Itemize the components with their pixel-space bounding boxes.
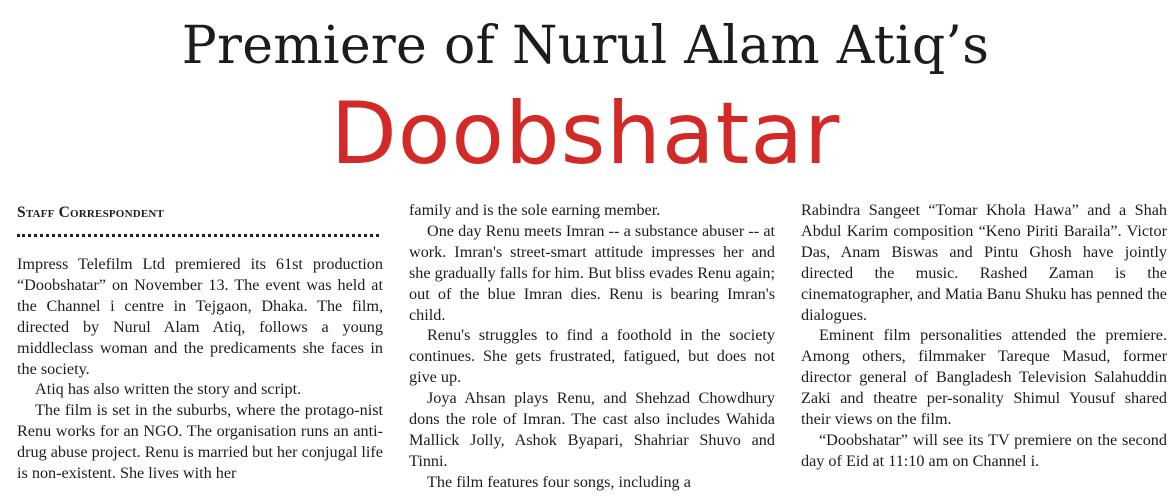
article-column-1 [17, 200, 383, 484]
paragraph: Atiq has also written the story and script. [35, 380, 302, 399]
paragraph: The film features four songs, including a [427, 472, 691, 491]
article-column-3 [801, 200, 1167, 472]
paragraph: Impress Telefilm Ltd premiered its 61st production “Doobshatar” on November 13. The event was held at the Channel i centre in Tejgaon, Dhaka. The film, directed by Nurul Alam Atiq, follows a young middleclass woman and the predicaments she faces in the society. [17, 255, 383, 378]
paragraph: One day Renu meets Imran -- a substance abuser -- at work. Imran's street-smart attitude impresses her and she gradually falls for him. But bliss evades Renu again; out of the blue Imran dies. Renu is bearing Imran's child. [409, 221, 775, 324]
paragraph: Rabindra Sangeet “Tomar Khola Hawa” and a Shah Abdul Karim composition “Keno Piriti Baraila”. Victor Das, Anam Biswas and Pintu Ghosh have jointly directed the music. Rashed Zaman is the cinematographer, and Matia Banu Shuku has penned the dialogues. [801, 201, 1167, 324]
paragraph: The film is set in the suburbs, where the protago-nist Renu works for an NGO. The organisation runs an anti-drug abuse project. Renu is married but her conjugal life is non-existent. She lives with her [17, 401, 383, 483]
dotted-divider [17, 224, 379, 237]
headline-title: Doobshatar [330, 84, 841, 184]
paragraph: Renu's struggles to find a foothold in the society continues. She gets frustrated, fatigued, but does not give up. [409, 326, 775, 387]
paragraph: Eminent film personalities attended the premiere. Among others, filmmaker Tareque Masud, former director general of Bangladesh Television Salahuddin Zaki and theatre per-sonality Shimul Yousuf shared their views on the film. [801, 326, 1167, 429]
headline-line1: Premiere of Nurul Alam Atiq’s [181, 16, 990, 76]
paragraph: Joya Ahsan plays Renu, and Shehzad Chowdhury dons the role of Imran. The cast also includes Wahida Mallick Jolly, Ashok Byapari, Shahriar Shuvo and Tinni. [409, 389, 775, 470]
paragraph: “Doobshatar” will see its TV premiere on the second day of Eid at 11:10 am on Channel i. [801, 430, 1167, 470]
byline: Staff Correspondent [17, 204, 165, 221]
article-column-2 [409, 200, 775, 493]
paragraph: family and is the sole earning member. [409, 201, 661, 219]
